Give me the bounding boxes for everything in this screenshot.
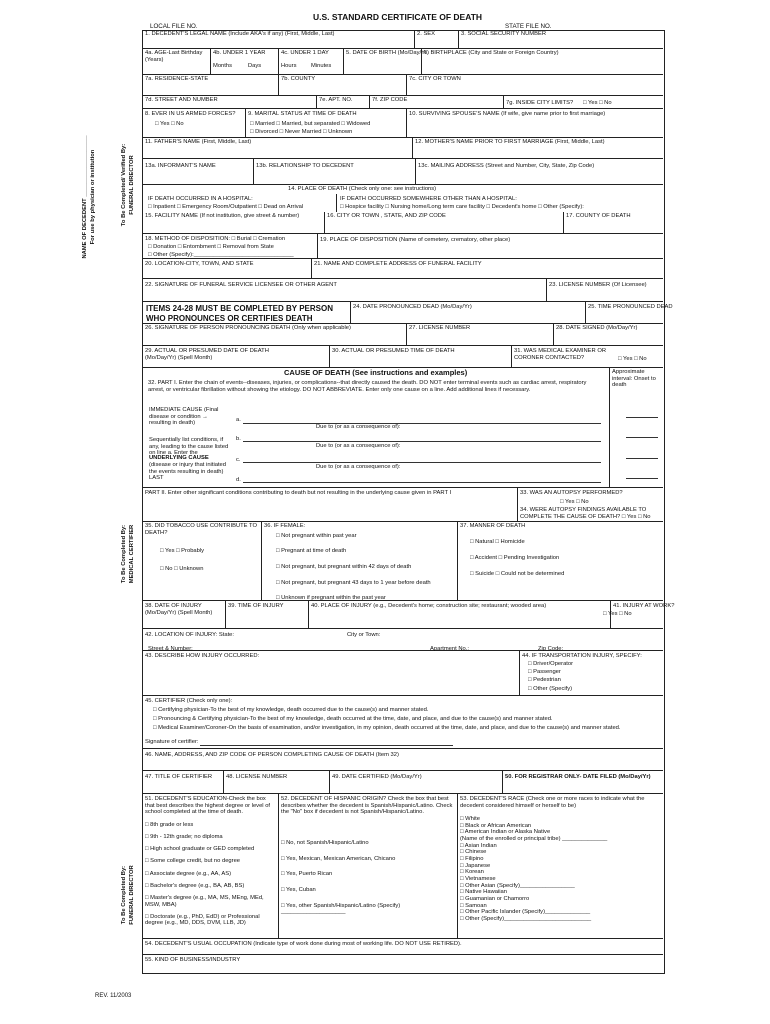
field-40-label: 40. PLACE OF INJURY (e.g., Decedent's home; construction site; restaurant; wooded area) [311,603,547,609]
field-42-city: City or Town: [347,632,381,638]
field-19-label: 19. PLACE OF DISPOSITION (Name of cemetery, crematory, other place) [320,237,511,243]
field-54-label: 54. DECEDENT'S USUAL OCCUPATION (Indicate type of work done during most of working life. DO NOT USE RETIRED). [145,941,462,947]
field-7g-options[interactable]: □ Yes □ No [583,100,612,106]
field-9-options-1[interactable]: □ Married □ Married, but separated □ Widowed [250,121,371,127]
field-4b-months: Months [213,63,233,69]
field-7c-label: 7c. CITY OR TOWN [409,76,461,82]
field-35-no[interactable]: □ No □ Unknown [160,566,204,572]
race-option[interactable]: □ Guamanian or Chamorro [460,895,530,902]
edu-option[interactable]: □ Bachelor's degree (e.g., BA, AB, BS) [145,882,245,889]
field-42-street: Street & Number: [148,646,193,652]
field-34-label: 34. WERE AUTOPSY FINDINGS AVAILABLE TO COMPLETE THE CAUSE OF DEATH? □ Yes □ No [520,507,651,520]
field-44-option-3[interactable]: □ Pedestrian [528,677,561,683]
field-4b-label: 4b. UNDER 1 YEAR [213,50,266,56]
field-39-label: 39. TIME OF INJURY [228,603,284,609]
hispanic-options [281,840,453,925]
field-36-option-2[interactable]: □ Pregnant at time of death [276,548,347,554]
line-c-input[interactable] [243,462,601,463]
underlying-rest-label: (disease or injury that initiated the events resulting in death) LAST [149,462,227,482]
race-option[interactable]: □ Other (Specify)___________________________ [460,915,592,922]
field-13c-label: 13c. MAILING ADDRESS (Street and Number, City, State, Zip Code) [418,163,595,169]
field-17-label: 17. COUNTY OF DEATH [566,213,631,219]
field-6-label: 6. BIRTHPLACE (City and State or Foreign Country) [424,50,559,56]
field-45-option-3[interactable]: □ Medical Examiner/Coroner-On the basis of examination, and/or investigation, in my opinion, death occurred at the time, date, and place, and due to the cause(s) and manner stated. [153,725,621,731]
field-42-zip: Zip Code: [538,646,564,652]
field-43-label: 43. DESCRIBE HOW INJURY OCCURRED: [145,653,260,659]
field-44-option-4[interactable]: □ Other (Specify) [528,686,573,692]
field-18-label: 18. METHOD OF DISPOSITION: □ Burial □ Cremation [145,236,286,242]
field-22-label: 22. SIGNATURE OF FUNERAL SERVICE LICENSEE OR OTHER AGENT [145,282,337,288]
field-2-label: 2. SEX [417,31,436,37]
edu-option[interactable]: □ Master's degree (e.g., MA, MS, MEng, MEd, MSW, MBA) [145,894,264,908]
line-b: b. [236,436,241,442]
field-13a-label: 13a. INFORMANT'S NAME [145,163,216,169]
education-options [145,822,275,933]
cause-of-death-title: CAUSE OF DEATH (See instructions and examples) [284,368,468,377]
field-36-label: 36. IF FEMALE: [264,523,306,529]
field-33-label: 33. WAS AN AUTOPSY PERFORMED? [520,490,623,496]
revision-label: REV. 11/2003 [95,993,132,999]
field-1-label: 1. DECEDENT'S LEGAL NAME (Include AKA's if any) (First, Middle, Last) [145,31,335,37]
field-36-option-4[interactable]: □ Not pregnant, but pregnant 43 days to 1 year before death [276,580,431,586]
field-9-options-2[interactable]: □ Divorced □ Never Married □ Unknown [250,129,353,135]
side-medical-completed: To Be Completed By: [121,524,127,584]
field-20-label: 20. LOCATION-CITY, TOWN, AND STATE [145,261,254,267]
field-5-label: 5. DATE OF BIRTH (Mo/Day/Yr) [346,50,429,56]
field-45-option-2[interactable]: □ Pronouncing & Certifying physician-To the best of my knowledge, death occurred at the time, date, and place, and due to the cause(s) and manner stated. [153,716,553,722]
field-31-label: 31. WAS MEDICAL EXAMINER OR CORONER CONTACTED? [514,348,607,361]
field-30-label: 30. ACTUAL OR PRESUMED TIME OF DEATH [332,348,455,354]
race-option[interactable]: □ White [460,816,480,822]
signature-line[interactable] [200,745,453,746]
field-26-label: 26. SIGNATURE OF PERSON PRONOUNCING DEATH (Only when applicable) [145,325,351,331]
line-a-input[interactable] [243,423,601,424]
field-49-label: 49. DATE CERTIFIED (Mo/Day/Yr) [332,774,422,780]
side-funeral-verified: To Be Completed/ Verified By: [121,143,127,227]
field-52-label: 52. DECEDENT OF HISPANIC ORIGIN? Check the box that best describes whether the decedent is Spanish/Hispanic/Latino. Check the "No" box if decedent is not Spanish/Hispanic/Latino. [281,796,453,816]
field-7d-label: 7d. STREET AND NUMBER [145,97,218,103]
approx-interval-label: Approximate interval: Onset to death [612,369,656,389]
side-funeral2-completed: To Be Completed By: [121,865,127,925]
field-4a-label: 4a. AGE-Last Birthday (Years) [145,50,203,63]
field-7g-label: 7g. INSIDE CITY LIMITS? [506,100,574,106]
edu-option[interactable]: □ 8th grade or less [145,822,194,828]
field-44-label: 44. IF TRANSPORTATION INJURY, SPECIFY: [522,653,642,659]
race-option[interactable]: □ Vietnamese [460,875,496,882]
race-option[interactable]: □ Filipino [460,855,484,862]
hisp-option[interactable]: □ Yes, other Spanish/Hispanic/Latino (Specify) ____________________ [281,902,401,916]
side-medical-certifier: MEDICAL CERTIFIER [129,524,135,584]
interval-b-input[interactable] [626,437,658,438]
items-24-28-banner: ITEMS 24-28 MUST BE COMPLETED BY PERSON WHO PRONOUNCES OR CERTIFIES DEATH [146,304,333,323]
field-55-label: 55. KIND OF BUSINESS/INDUSTRY [145,957,241,963]
field-8-label: 8. EVER IN US ARMED FORCES? [145,111,236,117]
field-41-label: 41. INJURY AT WORK? [613,603,675,609]
race-option[interactable]: (Name of the enrolled or principal tribe) ______________ [460,835,608,842]
field-14-hospital-options[interactable]: □ Inpatient □ Emergency Room/Outpatient □ Dead on Arrival [148,204,304,210]
field-38-label: 38. DATE OF INJURY (Mo/Day/Yr) (Spell Month) [145,603,213,616]
sequential-label: Sequentially list conditions, if any, leading to the cause listed on line a. Enter the [149,437,229,457]
side-funeral2-director: FUNERAL DIRECTOR [129,865,135,925]
edu-option[interactable]: □ High school graduate or GED completed [145,846,255,853]
line-c: c. [236,457,241,463]
field-3-label: 3. SOCIAL SECURITY NUMBER [461,31,547,37]
line-a: a. [236,417,241,423]
field-14-other-options[interactable]: □ Hospice facility □ Nursing home/Long term care facility □ Decedent's home □ Other (Specify): [340,204,584,210]
race-option[interactable]: □ Korean [460,869,484,876]
part-2-label: PART II. Enter other significant conditions contributing to death but not resulting in the underlying cause given in PART I [145,490,452,496]
field-36-option-1[interactable]: □ Not pregnant within past year [276,533,357,539]
field-7e-label: 7e. APT. NO. [319,97,353,103]
due-to-c: Due to (or as a consequence of): [316,464,401,470]
race-option[interactable]: □ Asian Indian [460,842,497,849]
field-33-options[interactable]: □ Yes □ No [560,499,589,505]
edu-option[interactable]: □ Associate degree (e.g., AA, AS) [145,870,231,877]
side-for-use: For use by physician or institution [90,149,96,245]
field-12-label: 12. MOTHER'S NAME PRIOR TO FIRST MARRIAGE (First, Middle, Last) [415,139,605,145]
field-11-label: 11. FATHER'S NAME (First, Middle, Last) [145,139,252,145]
edu-option[interactable]: □ 9th - 12th grade; no diploma [145,834,223,841]
field-14-other-label: IF DEATH OCCURRED SOMEWHERE OTHER THAN A HOSPITAL: [340,196,517,202]
field-45-signature-label: Signature of certifier: [145,739,199,745]
due-to-a: Due to (or as a consequence of): [316,424,401,430]
immediate-cause-label: IMMEDIATE CAUSE (Final disease or condition → resulting in death) [149,407,219,427]
line-d: d. [236,477,241,483]
field-15-label: 15. FACILITY NAME (If not institution, give street & number) [145,213,300,219]
race-option[interactable]: □ Black or African American [460,822,532,829]
field-4b-days: Days [248,63,262,69]
race-option[interactable]: □ Samoan [460,902,487,909]
race-option[interactable]: □ Chinese [460,849,487,856]
race-option[interactable]: □ Other Pacific Islander (Specify)______________ [460,909,591,916]
hisp-option[interactable]: □ Yes, Mexican, Mexican American, Chicano [281,855,396,862]
side-name-decedent: NAME OF DECEDENT ___________________ [82,135,88,259]
edu-option[interactable]: □ Doctorate (e.g., PhD, EdD) or Professional degree (e.g., MD, DDS, DVM, LLB, JD) [145,913,260,927]
line-d-input[interactable] [243,482,601,483]
field-41-options[interactable]: □ Yes □ No [603,611,632,617]
race-option[interactable]: □ American Indian or Alaska Native [460,829,551,836]
field-13b-label: 13b. RELATIONSHIP TO DECEDENT [256,163,354,169]
field-24-label: 24. DATE PRONOUNCED DEAD (Mo/Day/Yr) [353,304,472,310]
edu-option[interactable]: □ Some college credit, but no degree [145,858,241,865]
hisp-option[interactable]: □ No, not Spanish/Hispanic/Latino [281,840,369,846]
interval-d-input[interactable] [626,478,658,479]
field-47-label: 47. TITLE OF CERTIFIER [145,774,213,780]
field-51-label: 51. DECEDENT'S EDUCATION-Check the box that best describes the highest degree or level of school completed at the time of death. [145,796,271,816]
field-8-options[interactable]: □ Yes □ No [155,121,184,127]
field-45-label: 45. CERTIFIER (Check only one): [145,698,233,704]
field-25-label: 25. TIME PRONOUNCED DEAD [588,304,673,310]
field-27-label: 27. LICENSE NUMBER [409,325,471,331]
field-18-options-2[interactable]: □ Donation □ Entombment □ Removal from State [148,244,274,250]
race-option[interactable]: □ Japanese [460,862,491,869]
field-9-label: 9. MARITAL STATUS AT TIME OF DEATH [248,111,357,117]
field-29-label: 29. ACTUAL OR PRESUMED DATE OF DEATH (Mo/Day/Yr) (Spell Month) [145,348,269,361]
line-b-input[interactable] [243,441,601,442]
field-28-label: 28. DATE SIGNED (Mo/Day/Yr) [556,325,638,331]
side-funeral-director: FUNERAL DIRECTOR [129,155,135,215]
field-31-options[interactable]: □ Yes □ No [618,356,647,362]
field-14-label: 14. PLACE OF DEATH (Check only one: see instructions) [288,186,437,192]
field-21-label: 21. NAME AND COMPLETE ADDRESS OF FUNERAL FACILITY [314,261,482,267]
field-35-yes[interactable]: □ Yes □ Probably [160,548,205,554]
field-44-option-1[interactable]: □ Driver/Operator [528,661,574,667]
field-4c-label: 4c. UNDER 1 DAY [281,50,329,56]
field-23-label: 23. LICENSE NUMBER (Of Licensee) [549,282,647,288]
part-1-instructions: 32. PART I. Enter the chain of events--diseases, injuries, or complications--that directly caused the death. DO NOT enter terminal events such as cardiac arrest, respiratory arrest, or ventricular fibrillation without showing the etiology. DO NOT ABBREVIATE. Enter only one cause on a line. Add additional lines if necessary. [148,380,587,393]
field-42-label: 42. LOCATION OF INJURY: State: [145,632,235,638]
field-10-label: 10. SURVIVING SPOUSE'S NAME (If wife, give name prior to first marriage) [409,111,606,117]
page-title: U.S. STANDARD CERTIFICATE OF DEATH [313,12,483,22]
field-4c-minutes: Minutes [311,63,332,69]
field-7f-label: 7f. ZIP CODE [372,97,408,103]
field-35-label: 35. DID TOBACCO USE CONTRIBUTE TO DEATH? [145,523,257,536]
field-37-label: 37. MANNER OF DEATH [460,523,526,529]
field-45-option-1[interactable]: □ Certifying physician-To the best of my knowledge, death occurred due to the cause(s) and manner stated. [153,707,429,713]
interval-c-input[interactable] [626,458,658,459]
field-7b-label: 7b. COUNTY [281,76,316,82]
state-file-label: STATE FILE NO. [505,23,552,30]
hisp-option[interactable]: □ Yes, Cuban [281,886,316,893]
hisp-option[interactable]: □ Yes, Puerto Rican [281,871,333,878]
underlying-cause-label: UNDERLYING CAUSE [149,455,209,461]
interval-a-input[interactable] [626,417,658,418]
field-37-option-1[interactable]: □ Natural □ Homicide [470,539,525,545]
field-44-option-2[interactable]: □ Passenger [528,669,561,675]
race-option[interactable]: □ Other Asian (Specify)_________________ [460,882,575,889]
field-42-apt: Apartment No.: [430,646,469,652]
field-18-options-3[interactable]: □ Other (Specify):_______________________________ [148,252,294,258]
local-file-label: LOCAL FILE NO. [150,23,198,30]
field-37-option-3[interactable]: □ Suicide □ Could not be determined [470,571,565,577]
due-to-b: Due to (or as a consequence of): [316,443,401,449]
field-48-label: 48. LICENSE NUMBER [226,774,288,780]
race-options [460,816,660,923]
race-option[interactable]: □ Native Hawaiian [460,889,507,896]
field-46-label: 46. NAME, ADDRESS, AND ZIP CODE OF PERSON COMPLETING CAUSE OF DEATH (Item 32) [145,752,399,758]
field-53-label: 53. DECEDENT'S RACE (Check one or more races to indicate what the decedent considered himself or herself to be) [460,796,645,809]
field-14-hospital-label: IF DEATH OCCURRED IN A HOSPITAL: [148,196,253,202]
field-7a-label: 7a. RESIDENCE-STATE [145,76,209,82]
field-16-label: 16. CITY OR TOWN , STATE, AND ZIP CODE [327,213,446,219]
field-36-option-5[interactable]: □ Unknown if pregnant within the past year [276,595,386,601]
field-37-option-2[interactable]: □ Accident □ Pending Investigation [470,555,560,561]
field-4c-hours: Hours [281,63,297,69]
field-50-label: 50. FOR REGISTRAR ONLY- DATE FILED (Mo/Day/Yr) [505,774,651,780]
field-36-option-3[interactable]: □ Not pregnant, but pregnant within 42 days of death [276,564,412,570]
